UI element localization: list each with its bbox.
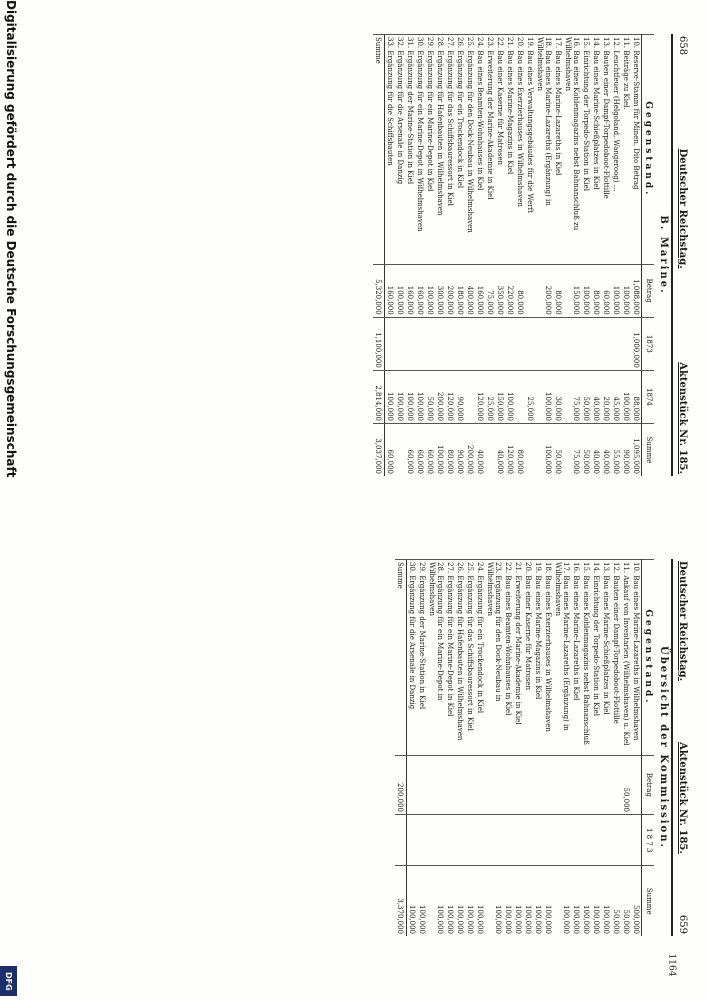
row-description: 27. Ergänzung für ein Marine-Depot in Kiel [445,560,455,756]
row-description: 13. Bau eines Marine-Schießplatzes in Kiel [601,560,611,756]
row-description: 27. Ergänzung für das Schiffsbauressort in Kiel [445,35,455,265]
table-row [601,560,611,937]
row-value-v1: 80,000 [591,264,601,317]
row-value-v2 [415,317,425,370]
row-value-v1 [475,755,485,814]
col-gegenstand: Gegenstand. [642,35,655,265]
row-description: 32. Ergänzung für die Arsenale in Danzig [395,35,405,265]
row-description: 19. Bau eines Marine-Magazins in Kiel [533,560,543,756]
total-v3: 2,814,000 [373,370,385,423]
col-1873-b: 1 8 7 3 [642,815,655,866]
total-label: Summe [373,35,385,265]
row-value-v2 [515,317,525,370]
row-value-v2 [495,317,505,370]
row-value-v1: 60,000 [601,264,611,317]
page-a [100,30,690,480]
row-description: 23. Erweiterung der Marine-Akademie in Kiel [485,35,495,265]
row-value-v2 [533,815,543,866]
row-value-v3: 75,000 [563,370,581,423]
row-value-v3: 100,000 [581,866,591,936]
row-description: 15. Bau eines Kohlenmagazins nebst Bahnanschluß [581,560,591,756]
table-row [455,560,465,937]
row-description: 10. Reserve-Stamm für Minen. Dito Betrag [631,35,642,265]
page-b-header-left: Deutscher Reichstag. [677,561,688,682]
row-description: 20. Bau einer Kaserne für Matrosen [523,560,533,756]
row-value-v3: 50,000 [621,866,631,936]
row-value-v3: 100,000 [505,370,515,423]
table-row [427,560,445,937]
table-row [475,35,485,477]
row-value-v1 [523,755,533,814]
page-b-rule [671,559,673,936]
row-value-v4: 75,000 [563,424,581,477]
page-a-table [373,34,654,476]
table-row [533,560,543,937]
col-gegenstand-b: Gegenstand. [642,560,655,756]
page-a-subtitle: B. Marine. [658,215,669,295]
row-description: 31. Ergänzung der Marine-Station in Kiel [405,35,415,265]
row-description: 17. Bau eines Marine-Lazareths (Ergänzung) in Wilhelmshaven [553,560,571,756]
row-value-v1: 75,000 [485,264,495,317]
table-row [631,560,642,937]
row-value-v1: 350,000 [495,264,505,317]
page-a-rows [385,35,642,477]
row-value-v2 [631,815,642,866]
row-value-v4: 40,000 [495,424,505,477]
bottom-page-number: 1164 [666,953,677,977]
row-value-v3: 30,000 [553,370,563,423]
table-row [435,35,445,477]
row-value-v3: 100,000 [523,866,533,936]
table-row [525,35,535,477]
row-value-v3: 100,000 [621,370,631,423]
row-value-v3: 120,000 [445,370,455,423]
row-value-v3: 25,000 [485,370,495,423]
row-value-v4: 60,000 [425,424,435,477]
row-value-v3: 100,000 [407,866,418,936]
row-description: 30. Ergänzung für ein Marine-Depot in Wilhelmshaven [415,35,425,265]
col-betrag-b: Betrag [642,755,655,814]
row-value-v3: 100,000 [427,866,445,936]
row-description: 23. Ergänzung für den Dock-Neubau in Wilhelmshaven [485,560,503,756]
row-value-v4: 55,000 [611,424,621,477]
row-value-v2 [611,317,621,370]
row-value-v2 [455,815,465,866]
row-description: 18. Bau eines Marine-Lazareths (Ergänzung) in Wilhelmshaven [535,35,553,265]
row-value-v2 [395,317,405,370]
table-row [445,35,455,477]
row-value-v4: 1,095,000 [631,424,642,477]
row-value-v4: 80,000 [515,424,525,477]
row-value-v3: 25,000 [525,370,535,423]
row-value-v3: 45,000 [611,370,621,423]
row-value-v3: 40,000 [591,370,601,423]
row-value-v3: 100,000 [395,370,405,423]
row-value-v4: 200,000 [465,424,475,477]
table-row [407,560,418,937]
row-value-v2 [417,815,427,866]
dfg-logo: DFG [0,966,17,996]
row-value-v3: 100,000 [405,370,415,423]
row-value-v2 [581,317,591,370]
total-b-v1: 200,000 [395,755,407,814]
col-summe: Summe [642,424,655,477]
row-value-v2 [455,317,465,370]
table-row [563,35,581,477]
table-row [621,35,631,477]
table-row [553,560,571,937]
row-value-v1 [611,755,621,814]
row-value-v1: 80,000 [515,264,525,317]
table-row [581,35,591,477]
row-value-v4: 80,000 [445,424,455,477]
page-b-subtitle: Übersicht der Kommission. [658,646,669,849]
row-value-v2 [407,815,418,866]
row-description: 12. Bauten einer Dampf-Torpedoboot-Flottille [611,560,621,756]
col-summe-b: Summe [642,866,655,936]
row-value-v3: 200,000 [435,370,445,423]
row-description: 24. Ergänzung für ein Trockendock in Kiel [475,560,485,756]
row-description: 26. Ergänzung für ein Trockendock in Kiel [455,35,465,265]
page-a-number: 658 [677,36,688,56]
row-value-v1: 160,000 [385,264,396,317]
row-value-v3: 100,000 [417,866,427,936]
row-value-v2 [505,317,515,370]
col-betrag: Betrag [642,264,655,317]
row-value-v1: 300,000 [435,264,445,317]
row-value-v3: 50,000 [425,370,435,423]
row-value-v1: 160,000 [475,264,485,317]
row-value-v2 [621,317,631,370]
table-row [485,560,503,937]
row-value-v2 [571,815,581,866]
row-value-v1 [513,755,523,814]
page-b-header-right: Aktenstück Nr. 185. [677,742,688,854]
row-value-v1 [631,755,642,814]
row-value-v2 [425,317,435,370]
row-value-v2 [553,317,563,370]
row-value-v4: 100,000 [435,424,445,477]
table-row [571,560,581,937]
row-value-v3: 100,000 [535,370,553,423]
row-description: 14. Bau eines Marine-Schießplatzes in Kiel [591,35,601,265]
total-b-v2 [395,815,407,866]
row-value-v3: 100,000 [591,866,601,936]
table-row [621,560,631,937]
row-description: 29. Ergänzung der Marine-Station in Kiel [417,560,427,756]
row-value-v3: 100,000 [485,866,503,936]
row-value-v3: 100,000 [503,866,513,936]
row-description: 22. Bau eines Beamten-Wohnhauses in Kiel [503,560,513,756]
row-description: 26. Ergänzung für Hafenbauten in Wilhelmshaven [455,560,465,756]
row-value-v2 [475,815,485,866]
total-b-v3: 3,370,000 [395,866,407,936]
row-value-v4 [525,424,535,477]
row-value-v2 [445,317,455,370]
row-description: 12. Leuchtfeuer (Helgoland, Wangeroog) ... [611,35,621,265]
row-value-v1: 100,000 [425,264,435,317]
row-value-v4: 60,000 [385,424,396,477]
row-value-v3 [515,370,525,423]
row-value-v1 [543,755,553,814]
row-value-v3: 100,000 [601,866,611,936]
row-value-v3: 88,000 [631,370,642,423]
row-description: 20. Bau eines Exerzierhauses in Wilhelmshaven [515,35,525,265]
row-value-v3: 100,000 [455,866,465,936]
table-row [465,560,475,937]
row-value-v2 [385,317,396,370]
table-row [445,560,455,937]
page-a-header [675,30,690,480]
row-value-v2 [601,815,611,866]
row-description: 28. Ergänzung für Hafenbauten in Wilhelmshaven [435,35,445,265]
row-value-v1: 50,000 [621,755,631,814]
row-value-v4: 60,000 [415,424,425,477]
row-value-v2: 1,000,000 [631,317,642,370]
row-value-v4: 90,000 [455,424,465,477]
page-b-header [675,555,690,940]
row-value-v1: 100,000 [581,264,591,317]
row-value-v2 [513,815,523,866]
table-row [485,35,495,477]
row-description: 14. Einrichtung der Torpedo-Station in Kiel [591,560,601,756]
row-description: 10. Bau eines Marine-Lazareths in Wilhelmshaven [631,560,642,756]
row-value-v2 [445,815,455,866]
row-value-v1: 150,000 [563,264,581,317]
row-value-v1: 160,000 [415,264,425,317]
row-description: 19. Bau eines Verwaltungsgebäudes für die Werft [525,35,535,265]
row-value-v1: 100,000 [611,264,621,317]
table-row [475,560,485,937]
row-value-v4 [485,424,495,477]
page-b-table [395,559,654,936]
row-value-v1 [407,755,418,814]
table-row [601,35,611,477]
row-value-v2 [405,317,415,370]
row-description: 21. Erweiterung der Marine-Akademie in Kiel [513,560,523,756]
table-row [581,560,591,937]
row-value-v2 [435,317,445,370]
page-a-rule [671,34,673,476]
row-value-v2 [523,815,533,866]
row-value-v4 [395,424,405,477]
col-1874: 1874 [642,370,655,423]
table-row [515,35,525,477]
row-value-v2 [611,815,621,866]
row-value-v2 [621,815,631,866]
page-a-header-right: Aktenstück Nr. 185. [677,362,688,474]
row-value-v2 [581,815,591,866]
table-row [455,35,465,477]
row-value-v1 [417,755,427,814]
row-value-v2 [525,317,535,370]
table-row [631,35,642,477]
row-value-v1: 400,000 [465,264,475,317]
table-row [591,35,601,477]
row-value-v3: 100,000 [445,866,455,936]
row-value-v3: 100,000 [533,866,543,936]
row-description: 24. Bau eines Beamten-Wohnhauses in Kiel [475,35,485,265]
table-row [591,560,601,937]
row-value-v4: 60,000 [405,424,415,477]
row-value-v3: 50,000 [581,370,591,423]
row-description: 33. Ergänzung für die Schiffsbauten [385,35,396,265]
row-value-v1: 100,000 [395,264,405,317]
row-description: 11. Ankauf von Inventarien (Wilhelmshaven) u. Kiel [621,560,631,756]
row-value-v2 [563,317,581,370]
row-value-v1: 180,000 [455,264,465,317]
row-value-v3: 100,000 [465,866,475,936]
row-value-v1 [445,755,455,814]
row-value-v1: 100,000 [621,264,631,317]
row-value-v1 [591,755,601,814]
row-value-v1 [553,755,571,814]
row-value-v4: 90,000 [621,424,631,477]
page-a-header-left: Deutscher Reichstag. [677,148,688,269]
row-value-v2 [485,815,503,866]
row-description: 29. Ergänzung für ein Marine-Depot in Kiel [425,35,435,265]
row-value-v1: 1,088,000 [631,264,642,317]
row-value-v4: 120,000 [505,424,515,477]
table-row [611,35,621,477]
row-description: 15. Einrichtung der Torpedo-Station in Kiel [581,35,591,265]
row-description: 18. Bau eines Exerzierhauses in Wilhelmshaven [543,560,553,756]
row-value-v1 [485,755,503,814]
table-row [417,560,427,937]
row-value-v2 [485,317,495,370]
row-value-v2 [553,815,571,866]
table-row [425,35,435,477]
table-row [405,35,415,477]
row-value-v3: 500,000 [631,866,642,936]
row-description: 11. Beiträge zu Kiel. [621,35,631,265]
table-row [415,35,425,477]
row-value-v4: 50,000 [581,424,591,477]
row-value-v3: 100,000 [513,866,523,936]
table-row [495,35,505,477]
table-row [535,35,553,477]
row-value-v1: 200,000 [535,264,553,317]
row-description: 22. Bau einer Kaserne für Matrosen [495,35,505,265]
row-value-v1 [455,755,465,814]
row-description: 25. Ergänzung für das Schiffsbauressort in Kiel [465,560,475,756]
row-value-v1: 160,000 [405,264,415,317]
row-value-v2 [475,317,485,370]
row-description: 17. Bau eines Marine-Lazareths in Kiel [553,35,563,265]
row-value-v3: 90,000 [455,370,465,423]
row-value-v4: 40,000 [601,424,611,477]
row-value-v3: 20,000 [601,370,611,423]
digitization-credit-text: Digitalisierung gefördert durch die Deutsche Forschungsgemeinschaft [4,0,18,478]
table-row [385,35,396,477]
page-b-rows [407,560,642,937]
row-description: 21. Bau eines Marine-Magazins in Kiel [505,35,515,265]
row-value-v1: 220,000 [505,264,515,317]
total-label-b: Summe [395,560,407,756]
table-row [611,560,621,937]
row-value-v4: 40,000 [475,424,485,477]
page-b-number: 659 [677,914,688,934]
row-value-v3: 100,000 [385,370,396,423]
table-row [395,35,405,477]
row-value-v3: 120,000 [475,370,485,423]
total-v1: 5,320,000 [373,264,385,317]
row-value-v4: 50,000 [553,424,563,477]
row-value-v2 [591,815,601,866]
row-value-v2 [535,317,553,370]
row-value-v2 [601,317,611,370]
digitization-footer [0,0,18,1000]
row-description: 28. Ergänzung für ein Marine-Depot in Wilhelmshaven [427,560,445,756]
total-v2: 1,100,000 [373,317,385,370]
row-value-v1: 200,000 [445,264,455,317]
row-value-v3: 100,000 [475,866,485,936]
row-value-v2 [543,815,553,866]
row-value-v4: 100,000 [535,424,553,477]
row-value-v4: 40,000 [591,424,601,477]
page-a-total-row [373,35,385,477]
row-value-v2 [465,815,475,866]
row-value-v3: 100,000 [571,866,581,936]
table-row [465,35,475,477]
row-value-v2 [591,317,601,370]
row-value-v1 [503,755,513,814]
row-value-v1 [601,755,611,814]
row-description: 16. Bau eines Marine-Lazareths in Kiel [571,560,581,756]
table-row [553,35,563,477]
table-row [503,560,513,937]
table-row [523,560,533,937]
page-b [100,555,690,940]
row-value-v3: 100,000 [543,866,553,936]
row-description: 25. Ergänzung für den Dock-Neubau in Wilhelmshaven [465,35,475,265]
row-value-v3 [465,370,475,423]
row-value-v2 [465,317,475,370]
row-value-v1 [571,755,581,814]
row-value-v2 [427,815,445,866]
row-value-v3: 150,000 [495,370,505,423]
page-b-total-row [395,560,407,937]
row-value-v1: 80,000 [553,264,563,317]
row-value-v3: 100,000 [415,370,425,423]
row-value-v1 [581,755,591,814]
row-value-v1 [533,755,543,814]
row-value-v1 [427,755,445,814]
row-value-v1 [465,755,475,814]
table-row [543,560,553,937]
table-row [513,560,523,937]
row-value-v3: 100,000 [553,866,571,936]
row-value-v2 [503,815,513,866]
row-value-v1 [525,264,535,317]
table-row [505,35,515,477]
row-value-v3: 50,000 [611,866,621,936]
row-description: 13. Bauten einer Dampf-Torpedoboot-Flottille [601,35,611,265]
total-v4: 3,037,000 [373,424,385,477]
row-description: 30. Ergänzung für die Arsenale in Danzig [407,560,418,756]
row-description: 16. Bau eines Kohlenmagazins nebst Bahnanschluß zu Wilhelmshaven [563,35,581,265]
col-1873: 1873 [642,317,655,370]
